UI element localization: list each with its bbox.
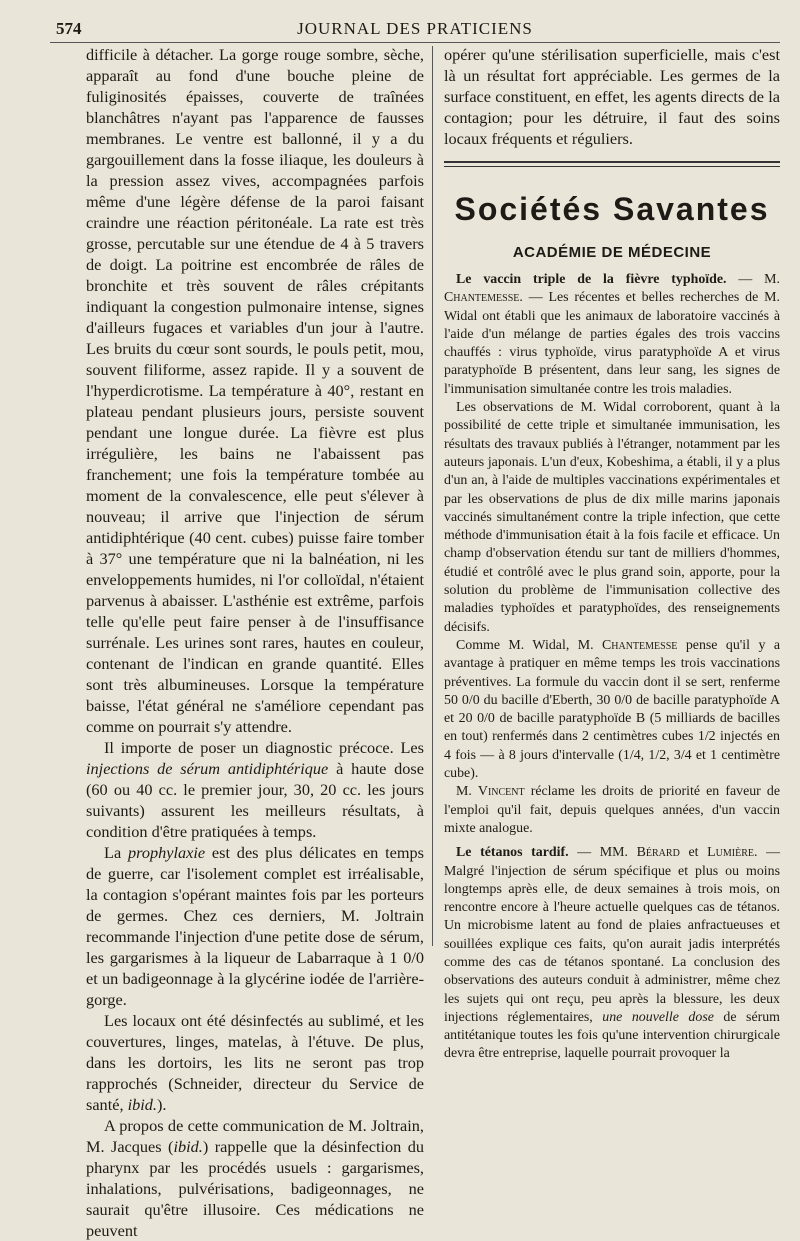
page-header [50,12,780,43]
article-paragraph: M. Vincent réclame les droits de priorité en faveur de l'emploi qu'il fait, depuis quelques années, d'un vaccin mixte analogue. [444,784,781,836]
article-title: Le vaccin triple de la fièvre typhoïde. [456,272,727,287]
paragraph: difficile à détacher. La gorge rouge sombre, sèche, apparaît au fond d'une bouche pleine de fuliginosités épaisses, couverte de traînées blanchâtres n'ayant pas l'apparence de fausses membranes. Le ventre est ballonné, il y a du gargouillement dans la fosse iliaque, les douleurs à la pression assez vives, accompagnées parfois même d'une légère défense de la paroi faisant craindre une réaction péritonéale. La rate est très grosse, percutable sur une étendue de 4 à 5 travers de doigt. La poitrine est encombrée de râles de bronchite et très souvent de râles crépitants indiquant la congestion pulmonaire intense, signes d'ailleurs fugaces et variables d'un jour à l'autre. Les bruits du cœur sont sourds, le pouls petit, mou, souvent filiforme, assez rapide. Il y a souvent de l'hyperdicrotisme. La température à 40°, restant en plateau pendant plusieurs jours, persiste souvent pendant une longue durée. La fièvre est plus irrégulière, les bains ne l'abaissent pas franchement; une fois la température tombée au moment de la convalescence, elle peut s'élever à nouveau; il arrive que l'injection de sérum antidiphtérique (40 cent. cubes) puisse faire tomber à 37° une température que ni la balnéation, ni les enveloppements humides, ni l'or colloïdal, n'étaient parvenus à abaisser. L'asthénie est extrême, parfois telle qu'elle peut faire penser à de l'insuffisance surrénale. Les urines sont rares, hautes en couleur, contenant de l'indican en grande quantité. Elles sont très albumineuses. Lorsque la température baisse, l'état général ne s'améliore cependant pas comme on pourrait s'y attendre. [86,45,424,736]
paragraph: La prophylaxie est des plus délicates en temps de guerre, car l'isolement complet est irréalisable, la contagion s'opérant maintes fois par les porteurs de germes. Chez ces derniers, M. Joltrain recommande l'injection d'une petite dose de sérum, les gargarismes à la liqueur de Labarraque à 1 0/0 et un badigeonnage à la glycérine iodée de l'arrière-gorge. [86,843,425,1009]
journal-title: JOURNAL DES PRATICIENS [297,19,533,38]
article-paragraph: Comme M. Widal, M. Chantemesse pense qu'il y a avantage à pratiquer en même temps les trois vaccinations préventives. La formule du vaccin dont il se sert, renferme 50 0/0 du bacille d'Eberth, 30 0/0 de bacille paratyphoïde A et 20 0/0 de bacille paratyphoïde B (5 milliards de bacilles en tout) renfermés dans 2 centimètres cubes 1/2 injectés en 4 fois — à 8 jours d'intervalle (1/4, 1/2, 3/4 et 1 centimètre cube). [444,637,780,782]
paragraph: opérer qu'une stérilisation superficielle, mais c'est là un résultat fort appréciable. Les germes de la surface constituent, en effet, les agents directs de la contagion; pour les détruire, il faut des soins locaux fréquents et réguliers. [444,45,780,148]
article-title: Le tétanos tardif. [456,845,569,861]
paragraph: Il importe de poser un diagnostic précoce. Les injections de sérum antidiphtérique à haute dose (60 ou 40 cc. le premier jour, 30, 20 cc. les jours suivants) assurent les meilleurs résultats, à condition d'être pratiquées à temps. [86,738,424,841]
paragraph: Les locaux ont été désinfectés au sublimé, et les couvertures, linges, matelas, à l'étuve. De plus, dans les dortoirs, les lits ne seront pas trop rapprochés (Schneider, directeur du Service de santé, ibid.). [86,1011,424,1114]
subsection-title: ACADÉMIE DE MÉDECINE [512,244,712,261]
article-author: M. Chantemesse. [444,272,780,306]
column-divider [432,46,433,946]
right-column [444,44,781,1062]
section-rule [444,166,780,167]
paragraph: A propos de cette communication de M. Joltrain, M. Jacques (ibid.) rappelle que la désinfection du pharynx par les procédés usuels : gargarismes, inhalations, pulvérisations, badigeonnages, ne saurait qu'être illusoire. Ces médications ne peuvent [86,1116,424,1240]
article-paragraph: Le vaccin triple de la fièvre typhoïde. — M. Chantemesse. — Les récentes et belles recherches de M. Widal ont établi que les animaux de laboratoire vaccinés à l'aide d'un mélange de parties égales des trois vaccins chauffés : virus typhoïde, virus paratyphoïde A et virus paratyphoïde B présentent, dans leur sang, les signes de l'immunisation simultanée contre les trois maladies. [444,272,780,397]
page-number: 574 [56,19,82,38]
section-rule [444,161,780,163]
article-paragraph: Les observations de M. Widal corroborent, quant à la possibilité de cette triple et simultanée immunisation, les résultats des travaux publiés à l'étranger, notamment par les auteurs japonais. L'un d'eux, Kobeshima, a établi, il y a plus d'un an, à l'aide de multiples vaccinations expérimentales et par les observations de plus de dix mille marins japonais vaccinés simultanément contre la triple infection, que cette méthode d'immunisation était à la fois facile et efficace. Un champ d'observation étendu sur tant de milliers d'hommes, étudié et contrôlé avec le plus grand soin, apporte, pour la solution du problème de l'immunisation collective des maladies typhoïdes et paratyphoïdes, des renseignements décisifs. [444,400,780,635]
section-title: Sociétés Savantes [454,191,770,227]
left-column [86,44,425,1240]
article-paragraph: Le tétanos tardif. — MM. Bérard et Lumière. — Malgré l'injection de sérum spécifique et plus ou moins longtemps après elle, de deux semaines à trois mois, on rencontre encore à l'heure actuelle quelques cas de tétanos. Un microbisme latent au fond de plaies anfractueuses et souillées explique ces faits, qu'on aurait jadis interprétés comme des cas de tétanos spontané. La conclusion des observations des auteurs conduit à administrer, même chez les sujets qui ont reçu, peu après la blessure, les deux injections réglementaires, une nouvelle dose de sérum antitétanique toutes les fois qu'une intervention chirurgicale devra être entreprise, laquelle pourrait provoquer la [444,845,781,1062]
